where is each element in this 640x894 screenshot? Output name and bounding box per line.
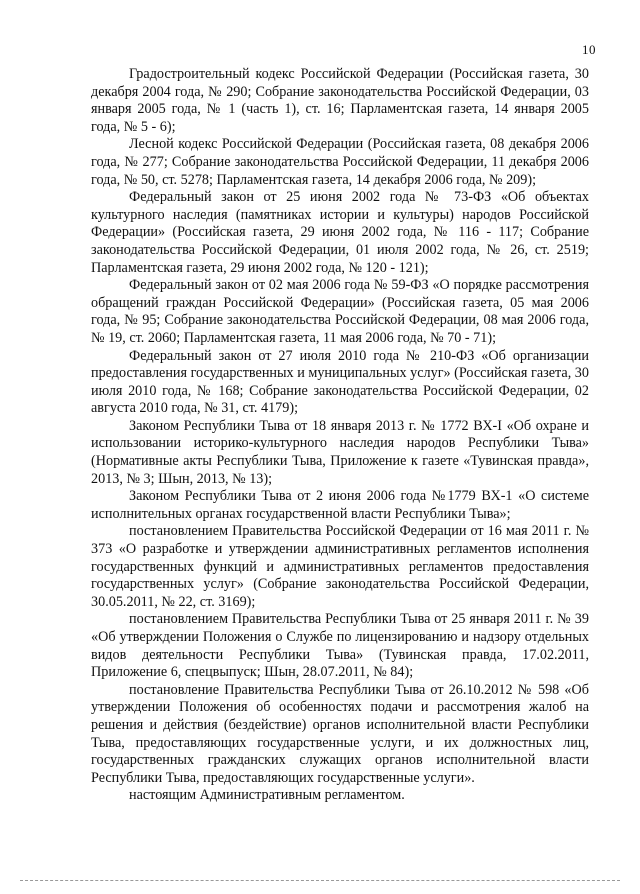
paragraph-law-210-fz: Федеральный закон от 27 июля 2010 года № 210-ФЗ «Об организации предоставления государственных и муниципальных услуг» (Российская газета, 30 июля 2010 года, № 168; Собрание законодательства Российской Федерации, 02 августа 2010 года, № 31, ст. 4179); [91,347,589,417]
paragraph-tyva-law-1779: Законом Республики Тыва от 2 июня 2006 года №1779 ВХ-1 «О системе исполнительных органах государственной власти Республики Тыва»; [91,488,589,522]
paragraph-forest-code: Лесной кодекс Российской Федерации (Российская газета, 08 декабря 2006 года, № 277; Собрание законодательства Российской Федерации, 11 декабря 2006 года, № 50, ст. 5278; Парламентская газета, 14 декабря 2006 года, № 209); [91,136,589,188]
footer-divider [20,880,620,881]
paragraph-tyva-decree-598: постановление Правительства Республики Тыва от 26.10.2012 № 598 «Об утверждении Положения об особенностях подачи и рассмотрения жалоб на решения и действия (бездействие) органов исполнительной власти Республики Тыва, предоставляющих государственные услуги, и их должностных лиц, государственных гражданских служащих органов исполнительной власти Республики Тыва, предоставляющих государственные услуги». [91,681,589,786]
paragraph-this-regulation: настоящим Административным регламентом. [129,787,405,804]
paragraph-law-59-fz: Федеральный закон от 02 мая 2006 года № 59-ФЗ «О порядке рассмотрения обращений граждан Российской Федерации» (Российская газета, 05 мая 2006 года, № 95; Собрание законодательства Российской Федерации, 08 мая 2006 года, № 19, ст. 2060; Парламентская газета, 11 мая 2006 года, № 70 - 71); [91,277,589,346]
paragraph-urban-planning-code: Градостроительный кодекс Российской Федерации (Российская газета, 30 декабря 2004 года, № 290; Собрание законодательства Российской Федерации, 03 января 2005 года, № 1 (часть 1), ст. 16; Парламентская газета, 14 января 2005 года, № 5 - 6); [91,66,589,135]
paragraph-law-73-fz: Федеральный закон от 25 июня 2002 года № 73-ФЗ «Об объектах культурного наследия (памятниках истории и культуры) народов Российской Федерации» (Российская газета, 29 июня 2002 года, № 116 - 117; Собрание законодательства Российской Федерации, 01 июля 2002 года, № 26, ст. 2519; Парламентская газета, 29 июня 2002 года, № 120 - 121); [91,189,589,276]
page-number: 10 [582,42,596,57]
document-body [91,66,589,805]
paragraph-tyva-law-1772: Законом Республики Тыва от 18 января 2013 г. № 1772 ВХ-I «Об охране и использовании историко-культурного наследия народов Республики Тыва» (Нормативные акты Республики Тыва, Приложение к газете «Тувинская правда», 2013, № 3; Шын, 2013, № 13); [91,417,589,487]
paragraph-rf-decree-373: постановлением Правительства Российской Федерации от 16 мая 2011 г. № 373 «О разработке и утверждении административных регламентов исполнения государственных функций и административных регламентов предоставления государственных услуг» (Собрание законодательства Российской Федерации, 30.05.2011, № 22, ст. 3169); [91,523,589,610]
paragraph-tyva-decree-39: постановлением Правительства Республики Тыва от 25 января 2011 г. № 39 «Об утверждении Положения о Службе по лицензированию и надзору отдельных видов деятельности Республики Тыва» (Тувинская правда, 17.02.2011, Приложение 6, спецвыпуск; Шын, 28.07.2011, № 84); [91,611,589,681]
